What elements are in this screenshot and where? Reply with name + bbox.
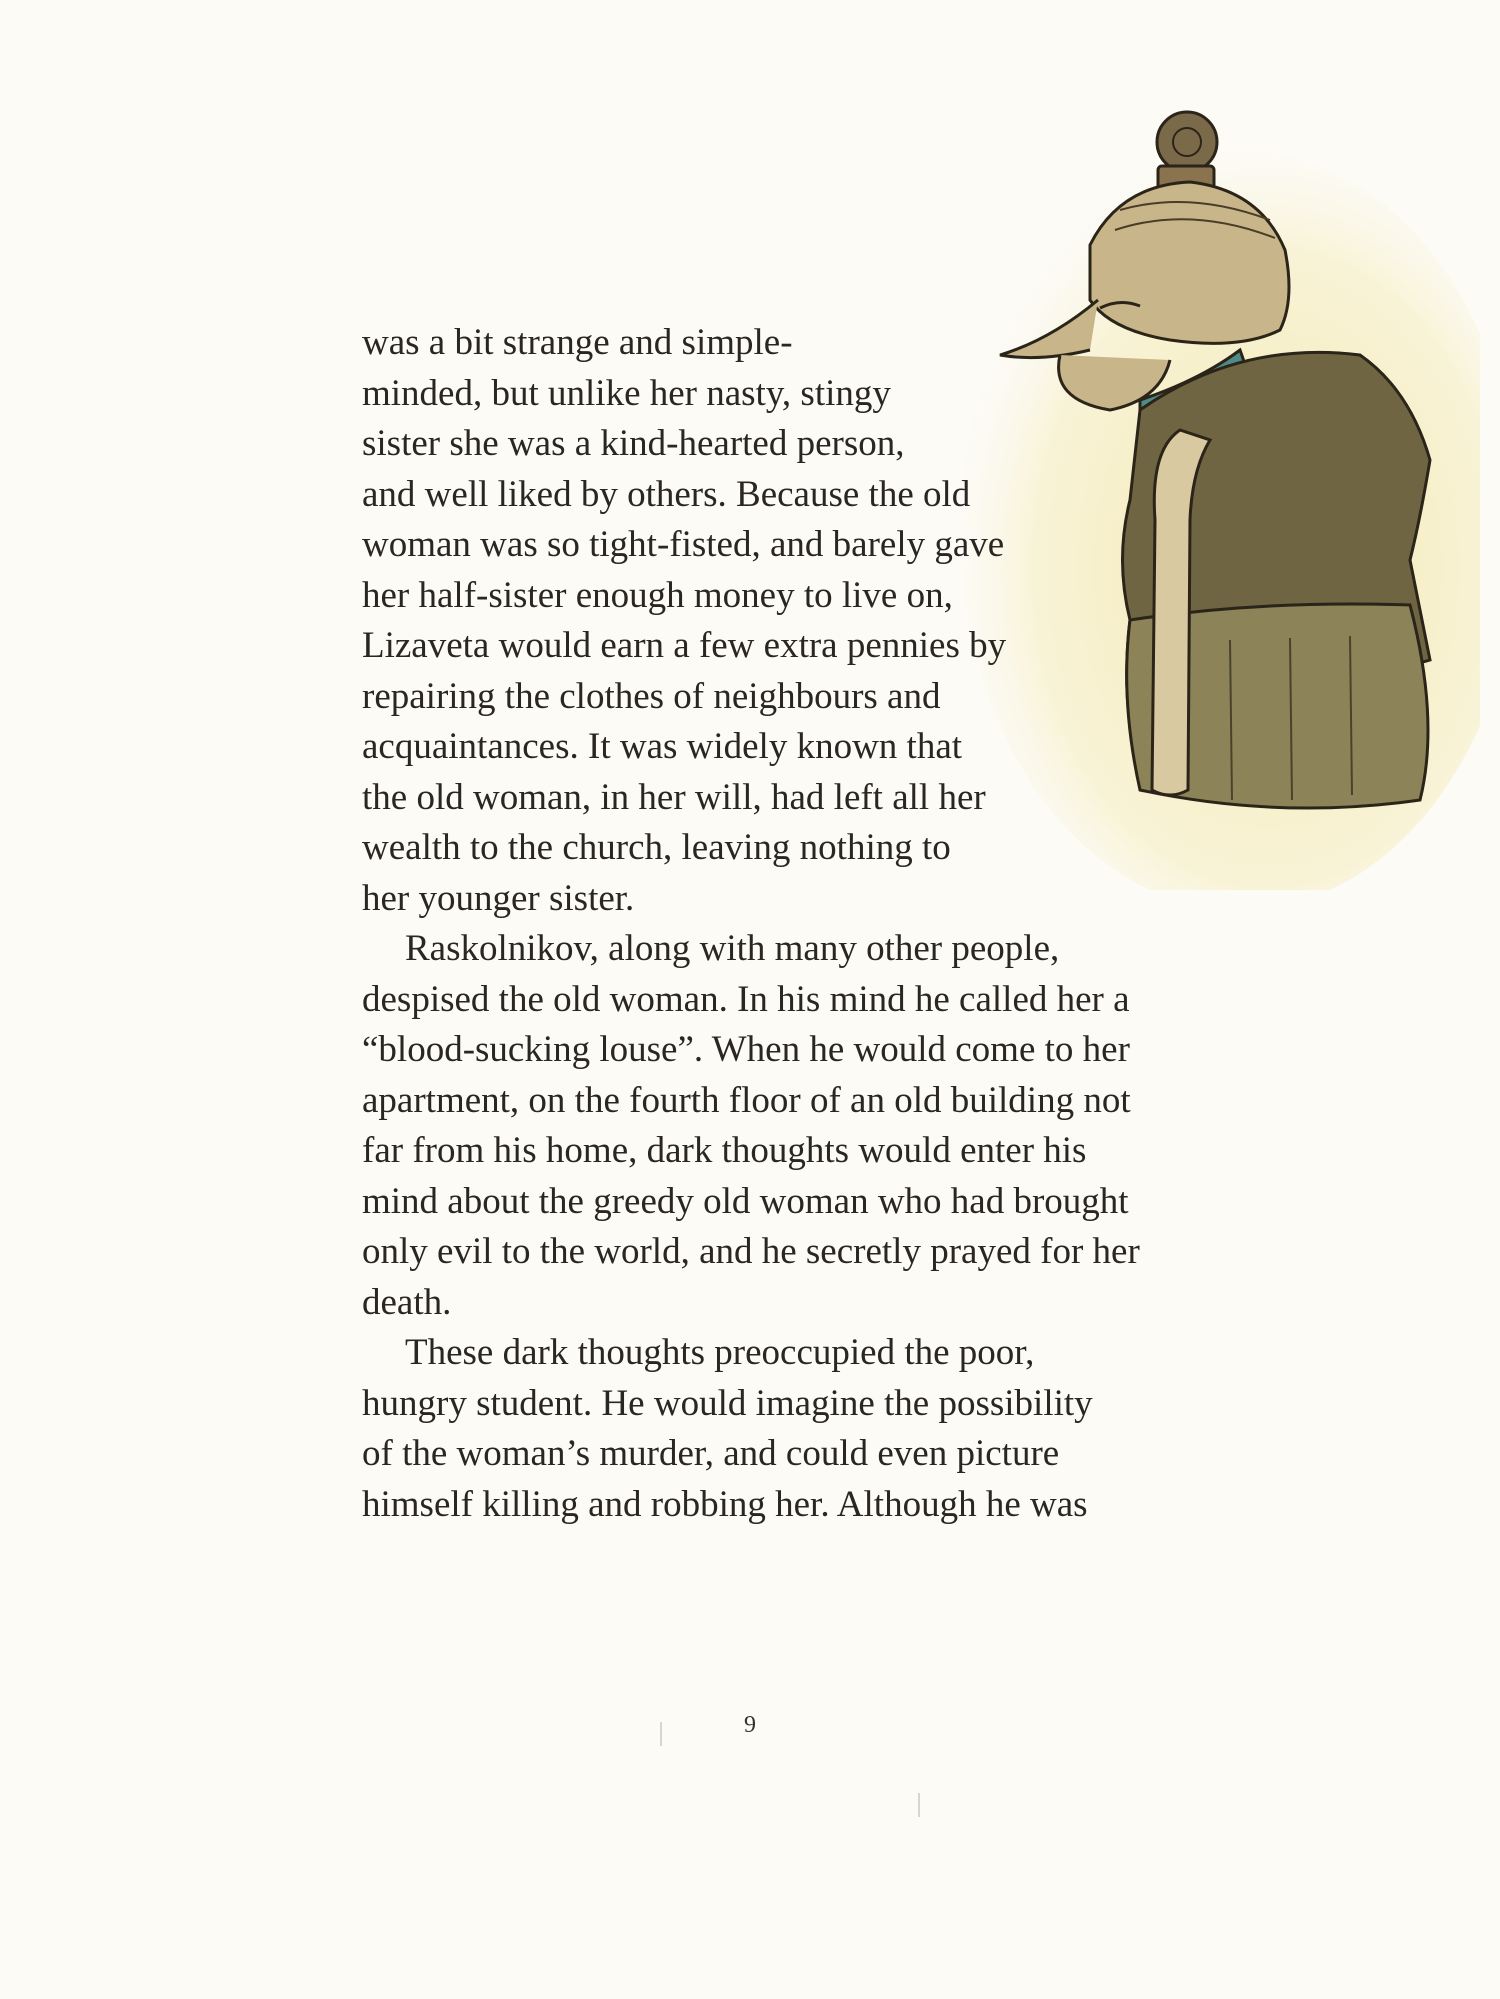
text-line: acquaintances. It was widely known that <box>362 726 963 767</box>
scan-mark <box>660 1722 662 1746</box>
text-line: hungry student. He would imagine the possibility <box>362 1382 1093 1424</box>
text-line: woman was so tight-fisted, and barely gave <box>362 524 1005 565</box>
scan-mark <box>918 1793 920 1817</box>
text-line: her younger sister. <box>362 877 635 919</box>
page-number: 9 <box>744 1712 756 1738</box>
text-line: sister she was a kind-hearted person, <box>362 423 905 464</box>
text-line: death. <box>362 1281 452 1323</box>
text-line: These dark thoughts preoccupied the poor, <box>405 1332 1035 1373</box>
text-line: despised the old woman. In his mind he called her a <box>362 978 1130 1020</box>
text-line: Raskolnikov, along with many other people, <box>405 928 1060 969</box>
text-line: only evil to the world, and he secretly prayed for her <box>362 1231 1140 1272</box>
text-line: of the woman’s murder, and could even picture <box>362 1433 1060 1474</box>
text-line: repairing the clothes of neighbours and <box>362 675 941 717</box>
text-line: apartment, on the fourth floor of an old building not <box>362 1079 1131 1121</box>
body-text <box>362 318 1182 1530</box>
text-line: Lizaveta would earn a few extra pennies by <box>362 625 1007 666</box>
text-line: himself killing and robbing her. Although he was <box>362 1483 1088 1525</box>
text-line: and well liked by others. Because the old <box>362 473 971 515</box>
text-line: “blood-sucking louse”. When he would come to her <box>362 1029 1130 1070</box>
text-line: wealth to the church, leaving nothing to <box>362 827 951 868</box>
text-line: her half-sister enough money to live on, <box>362 574 953 616</box>
text-line: mind about the greedy old woman who had brought <box>362 1180 1129 1222</box>
text-line: was a bit strange and simple- <box>362 322 793 363</box>
text-line: far from his home, dark thoughts would enter his <box>362 1130 1087 1171</box>
text-line: the old woman, in her will, had left all her <box>362 776 986 818</box>
text-line: minded, but unlike her nasty, stingy <box>362 372 891 414</box>
